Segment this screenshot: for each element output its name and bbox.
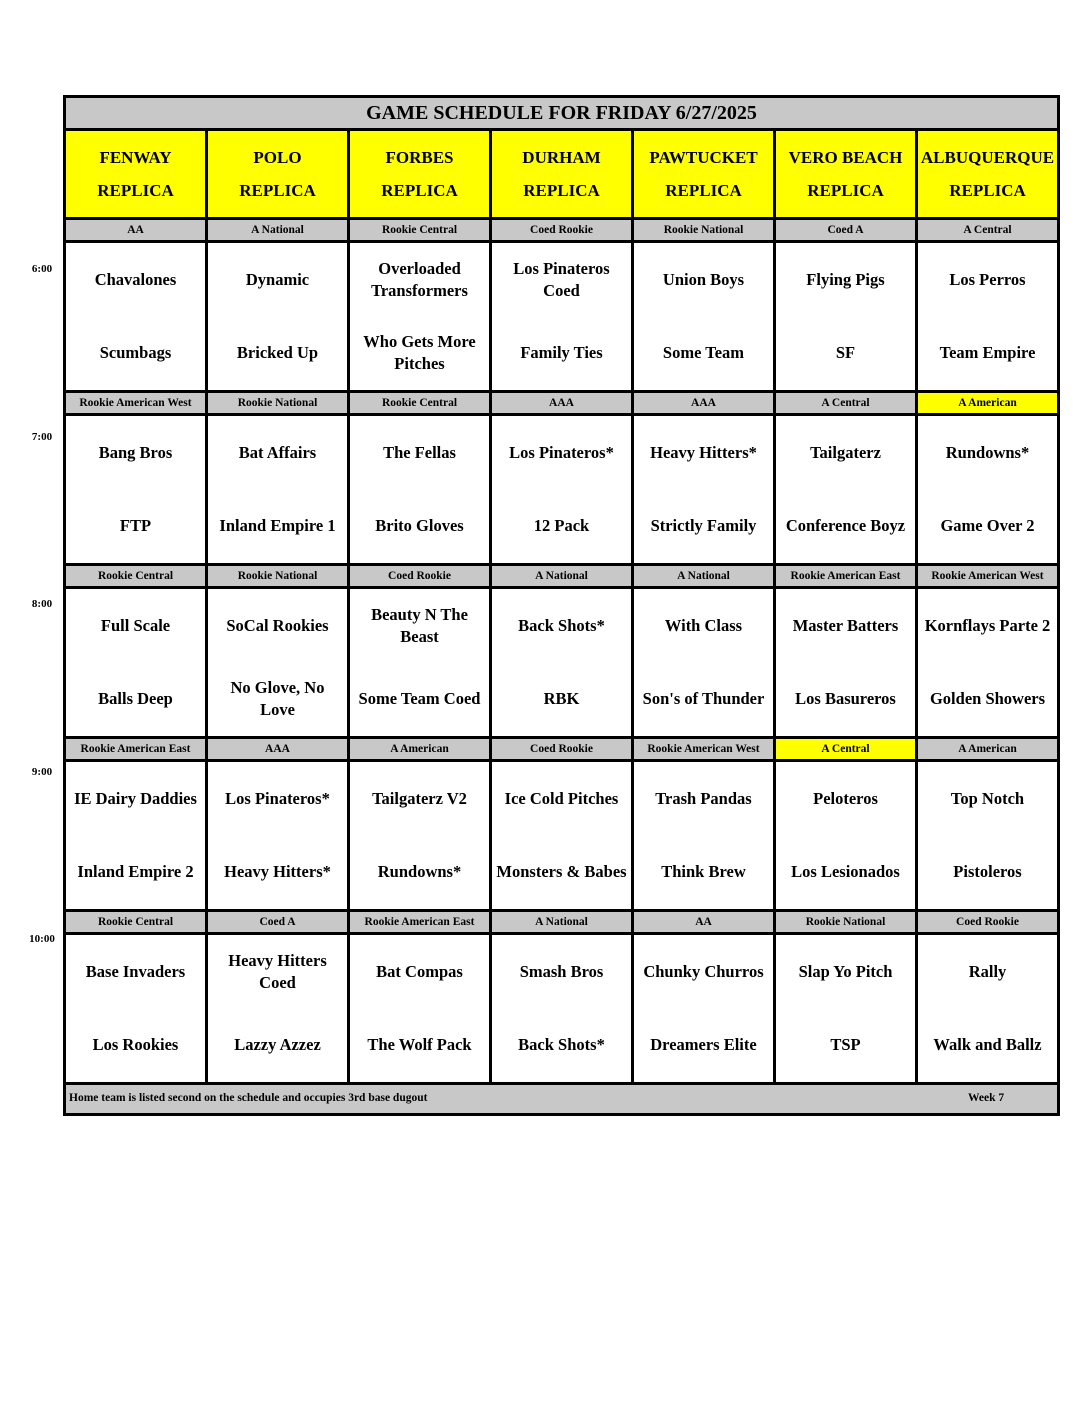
time-label: 8:00 [31, 598, 53, 610]
game-cell [66, 762, 208, 909]
home-team: Team Empire [939, 343, 1036, 363]
field-header [776, 131, 918, 217]
home-team: Strictly Family [650, 516, 757, 536]
game-cell [776, 243, 918, 390]
game-cell [918, 589, 1057, 736]
game-row [66, 243, 1057, 393]
division-row [66, 220, 1057, 243]
game-cell [350, 243, 492, 390]
division-label: A American [350, 739, 492, 759]
division-label: A National [492, 566, 634, 586]
field-header-row [66, 131, 1057, 220]
division-row [66, 739, 1057, 762]
time-label: 9:00 [31, 765, 53, 778]
division-label: A National [492, 912, 634, 932]
division-label: Coed Rookie [492, 220, 634, 240]
field-subtitle: REPLICA [381, 181, 458, 200]
away-team: Beauty N The Beast [371, 604, 468, 646]
division-label: Rookie National [634, 220, 776, 240]
game-cell [350, 762, 492, 909]
home-team: Walk and Ballz [933, 1035, 1042, 1055]
away-team: Union Boys [662, 269, 745, 289]
game-cell [776, 416, 918, 563]
home-team: Family Ties [520, 343, 603, 363]
away-team: Los Perros [949, 269, 1026, 289]
field-subtitle: REPLICA [665, 181, 742, 200]
game-cell [66, 935, 208, 1082]
division-label: Rookie National [776, 912, 918, 932]
away-team: The Fellas [383, 442, 456, 462]
away-team: Kornflays Parte 2 [924, 615, 1051, 635]
schedule-table [63, 95, 1060, 1116]
division-label: Rookie National [208, 393, 350, 413]
home-team: RBK [543, 689, 580, 709]
home-team: Game Over 2 [940, 516, 1035, 536]
home-team: The Wolf Pack [367, 1035, 472, 1055]
home-team: Golden Showers [929, 689, 1046, 709]
game-row [66, 762, 1057, 912]
home-team: Think Brew [661, 862, 746, 882]
away-team: Los Pinateros Coed [513, 258, 610, 300]
division-label: A National [208, 220, 350, 240]
away-team: Bat Compas [376, 961, 463, 981]
division-label: Rookie American East [66, 739, 208, 759]
field-header [350, 131, 492, 217]
game-row [66, 589, 1057, 739]
away-team: Ice Cold Pitches [504, 788, 619, 808]
away-team: Chavalones [94, 269, 177, 289]
away-team: Chunky Churros [643, 961, 764, 981]
field-name: PAWTUCKET [649, 148, 758, 167]
home-team: Los Rookies [92, 1035, 179, 1055]
time-label: 6:00 [31, 263, 53, 275]
game-cell [208, 589, 350, 736]
away-team: Bat Affairs [238, 442, 317, 462]
home-team: No Glove, No Love [230, 678, 325, 720]
away-team: Trash Pandas [655, 788, 752, 808]
division-label: Rookie American East [776, 566, 918, 586]
away-team: Full Scale [100, 615, 171, 635]
field-name: POLO [253, 148, 302, 167]
game-cell [634, 416, 776, 563]
game-cell [208, 762, 350, 909]
field-name: FENWAY [99, 148, 172, 167]
field-subtitle: REPLICA [97, 181, 174, 200]
division-label: AAA [634, 393, 776, 413]
home-team: Bricked Up [236, 343, 319, 363]
game-cell [492, 762, 634, 909]
game-cell [634, 762, 776, 909]
away-team: Slap Yo Pitch [798, 961, 893, 981]
away-team: SoCal Rookies [226, 615, 329, 635]
division-row [66, 566, 1057, 589]
division-label: Rookie American West [66, 393, 208, 413]
game-cell [350, 416, 492, 563]
division-label: Coed Rookie [350, 566, 492, 586]
home-team: Brito Gloves [375, 516, 464, 536]
home-team: TSP [830, 1035, 861, 1055]
away-team: Dynamic [245, 269, 310, 289]
field-name: DURHAM [522, 148, 601, 167]
division-label: A Central [918, 220, 1057, 240]
game-row [66, 416, 1057, 566]
field-subtitle: REPLICA [523, 181, 600, 200]
home-team: SF [835, 343, 856, 363]
away-team: Top Notch [950, 788, 1025, 808]
game-cell [492, 416, 634, 563]
away-team: Heavy Hitters* [650, 442, 757, 462]
division-label: AA [634, 912, 776, 932]
game-cell [350, 589, 492, 736]
away-team: Bang Bros [98, 442, 173, 462]
field-subtitle: REPLICA [949, 181, 1026, 200]
home-team: Conference Boyz [785, 516, 906, 536]
game-cell [918, 935, 1057, 1082]
field-subtitle: REPLICA [807, 181, 884, 200]
away-team: Los Pinateros* [509, 442, 614, 462]
home-team: Dreamers Elite [650, 1035, 757, 1055]
time-label: 7:00 [31, 430, 53, 443]
home-team: Lazzy Azzez [234, 1035, 321, 1055]
home-team: Who Gets More Pitches [363, 332, 476, 374]
away-team: Rundowns* [945, 442, 1030, 462]
field-header [918, 131, 1057, 217]
time-slots [66, 220, 1057, 1085]
division-label: AA [66, 220, 208, 240]
field-header [492, 131, 634, 217]
away-team: Heavy Hitters Coed [228, 950, 327, 992]
game-cell [492, 243, 634, 390]
home-team: Los Basureros [795, 689, 896, 709]
game-cell [66, 416, 208, 563]
division-label: Rookie Central [66, 566, 208, 586]
division-label: AAA [208, 739, 350, 759]
schedule-footer [66, 1085, 1057, 1113]
game-row [66, 935, 1057, 1085]
time-label: 10:00 [29, 933, 55, 945]
division-label: Rookie Central [66, 912, 208, 932]
home-team: Monsters & Babes [496, 862, 627, 882]
game-cell [66, 589, 208, 736]
game-cell [350, 935, 492, 1082]
away-team: IE Dairy Daddies [74, 788, 197, 808]
field-header [634, 131, 776, 217]
division-label: Rookie Central [350, 220, 492, 240]
game-cell [492, 589, 634, 736]
division-label: Rookie American East [350, 912, 492, 932]
away-team: Flying Pigs [806, 269, 885, 289]
away-team: Los Pinateros* [225, 788, 330, 808]
away-team: Master Batters [792, 615, 899, 635]
division-label: A American [918, 393, 1057, 413]
home-team: FTP [119, 516, 152, 536]
home-team-note: Home team is listed second on the schedule and occupies 3rd base dugout [69, 1092, 428, 1104]
division-label: Coed Rookie [492, 739, 634, 759]
division-label: AAA [492, 393, 634, 413]
division-label: Rookie American West [634, 739, 776, 759]
away-team: Base Invaders [85, 961, 186, 981]
week-label: Week 7 [968, 1092, 1005, 1104]
field-header [208, 131, 350, 217]
game-cell [776, 762, 918, 909]
division-label: Coed A [208, 912, 350, 932]
away-team: Tailgaterz [810, 442, 881, 462]
division-label: Coed Rookie [918, 912, 1057, 932]
home-team: Balls Deep [98, 689, 173, 709]
home-team: Los Lesionados [791, 862, 900, 882]
game-cell [776, 589, 918, 736]
home-team: Back Shots* [518, 1035, 605, 1055]
game-cell [634, 935, 776, 1082]
game-cell [634, 243, 776, 390]
game-cell [208, 416, 350, 563]
game-cell [776, 935, 918, 1082]
game-cell [634, 589, 776, 736]
game-cell [66, 243, 208, 390]
division-label: A Central [776, 739, 918, 759]
division-label: A National [634, 566, 776, 586]
game-cell [208, 243, 350, 390]
division-label: Rookie American West [918, 566, 1057, 586]
home-team: 12 Pack [533, 516, 590, 536]
division-row [66, 393, 1057, 416]
home-team: Pistoleros [953, 862, 1022, 882]
game-cell [918, 416, 1057, 563]
field-header [66, 131, 208, 217]
home-team: Son's of Thunder [642, 689, 765, 709]
schedule-title: GAME SCHEDULE FOR FRIDAY 6/27/2025 [66, 98, 1057, 131]
home-team: Some Team Coed [358, 689, 481, 709]
home-team: Some Team [662, 343, 745, 363]
home-team: Scumbags [99, 343, 172, 363]
division-row [66, 912, 1057, 935]
away-team: With Class [664, 615, 743, 635]
away-team: Back Shots* [518, 615, 605, 635]
division-label: A Central [776, 393, 918, 413]
away-team: Rally [968, 961, 1007, 981]
field-name: ALBUQUERQUE [920, 148, 1055, 167]
division-label: Coed A [776, 220, 918, 240]
field-subtitle: REPLICA [239, 181, 316, 200]
home-team: Inland Empire 2 [77, 862, 194, 882]
home-team: Rundowns* [377, 862, 462, 882]
game-cell [492, 935, 634, 1082]
away-team: Overloaded Transformers [371, 258, 468, 300]
away-team: Tailgaterz V2 [372, 788, 467, 808]
division-label: Rookie Central [350, 393, 492, 413]
game-cell [918, 762, 1057, 909]
field-name: VERO BEACH [788, 148, 903, 167]
away-team: Smash Bros [519, 961, 604, 981]
division-label: A American [918, 739, 1057, 759]
division-label: Rookie National [208, 566, 350, 586]
game-cell [208, 935, 350, 1082]
game-cell [918, 243, 1057, 390]
field-name: FORBES [385, 148, 454, 167]
home-team: Inland Empire 1 [219, 516, 336, 536]
away-team: Peloteros [813, 788, 878, 808]
home-team: Heavy Hitters* [224, 862, 331, 882]
